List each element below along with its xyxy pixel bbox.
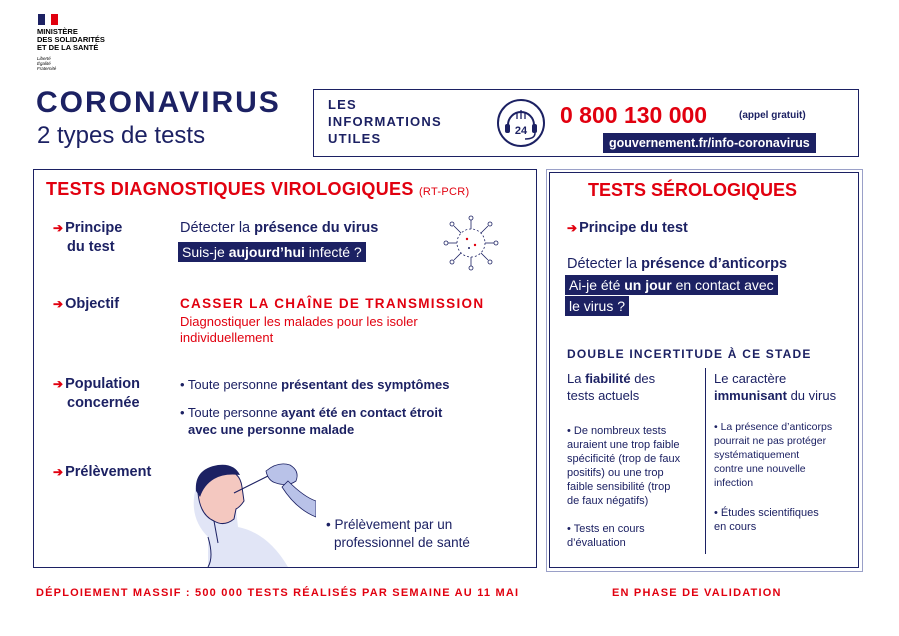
- immunisant-bullet-1: • La présence d’anticorps pourrait ne pas protéger systématiquement contre une nouvelle infection: [714, 421, 833, 489]
- virological-title: TESTS DIAGNOSTIQUES VIROLOGIQUES (RT-PCR): [46, 179, 470, 199]
- prelevement-text: • Prélèvement par un professionnel de santé: [326, 517, 470, 550]
- arrow-right-icon: ➔: [567, 221, 578, 235]
- immunisant-heading: Le caractère immunisant du virus: [714, 371, 837, 403]
- objectif-text: Diagnostiquer les malades pour les isoler individuellement: [180, 314, 418, 345]
- population-label: ➔ Population concernée: [53, 376, 140, 411]
- population-bullet-2: • Toute personne ayant été en contact étroit avec une personne malade: [180, 405, 443, 437]
- virus-icon: [440, 212, 502, 274]
- principe-label: ➔ Principe du test: [53, 220, 123, 255]
- objectif-label: ➔ Objectif: [53, 296, 120, 312]
- prelevement-label: ➔ Prélèvement: [53, 464, 152, 480]
- phone-note: (appel gratuit): [739, 110, 806, 121]
- serological-principe-text: Détecter la présence d’anticorps: [567, 256, 788, 272]
- footer-validation: EN PHASE DE VALIDATION: [612, 587, 782, 599]
- footer-deployment: DÉPLOIEMENT MASSIF : 500 000 TESTS RÉALISÉS PAR SEMAINE AU 11 MAI: [36, 587, 520, 599]
- arrow-right-icon: ➔: [53, 465, 64, 479]
- fiabilite-heading: La fiabilité des tests actuels: [567, 371, 656, 403]
- principe-text: Détecter la présence du virus: [180, 220, 379, 236]
- arrow-right-icon: ➔: [53, 377, 64, 391]
- principe-question: Suis-je aujourd’hui infecté ?: [178, 242, 366, 262]
- page-title: CORONAVIRUS: [36, 86, 281, 119]
- phone-number[interactable]: 0 800 130 000: [560, 102, 708, 128]
- nasal-swab-illustration: [178, 457, 316, 567]
- headset-24-label: 24: [514, 125, 528, 137]
- ministry-name: MINISTÈRE DES SOLIDARITÉS ET DE LA SANTÉ: [37, 27, 105, 52]
- page-subtitle: 2 types de tests: [37, 122, 206, 149]
- arrow-right-icon: ➔: [53, 221, 64, 235]
- immunisant-bullet-2: • Études scientifiques en cours: [714, 507, 819, 533]
- population-bullet-1: • Toute personne présentant des symptômes: [180, 377, 450, 392]
- republic-motto: Liberté Égalité Fraternité: [37, 56, 57, 71]
- column-divider: [705, 368, 706, 554]
- arrow-right-icon: ➔: [53, 297, 64, 311]
- republique-logo-icon: [38, 14, 58, 25]
- fiabilite-bullet-1: • De nombreux tests auraient une trop faible spécificité (trop de faux positifs) ou une trop faible sensibilité (trop de faux négatifs): [567, 425, 681, 507]
- incertitude-title: DOUBLE INCERTITUDE À CE STADE: [567, 347, 812, 361]
- headset-24h-icon: [495, 97, 547, 149]
- info-url[interactable]: gouvernement.fr/info-coronavirus: [603, 133, 816, 153]
- fiabilite-bullet-2: • Tests en cours d’évaluation: [567, 523, 645, 549]
- serological-question: Ai-je été un jour en contact avec le virus ?: [565, 275, 778, 317]
- objectif-headline: CASSER LA CHAÎNE DE TRANSMISSION: [180, 296, 485, 311]
- info-label: LES INFORMATIONS UTILES: [328, 97, 442, 146]
- serological-title: TESTS SÉROLOGIQUES: [588, 180, 798, 200]
- serological-principe-label: ➔ Principe du test: [567, 220, 688, 236]
